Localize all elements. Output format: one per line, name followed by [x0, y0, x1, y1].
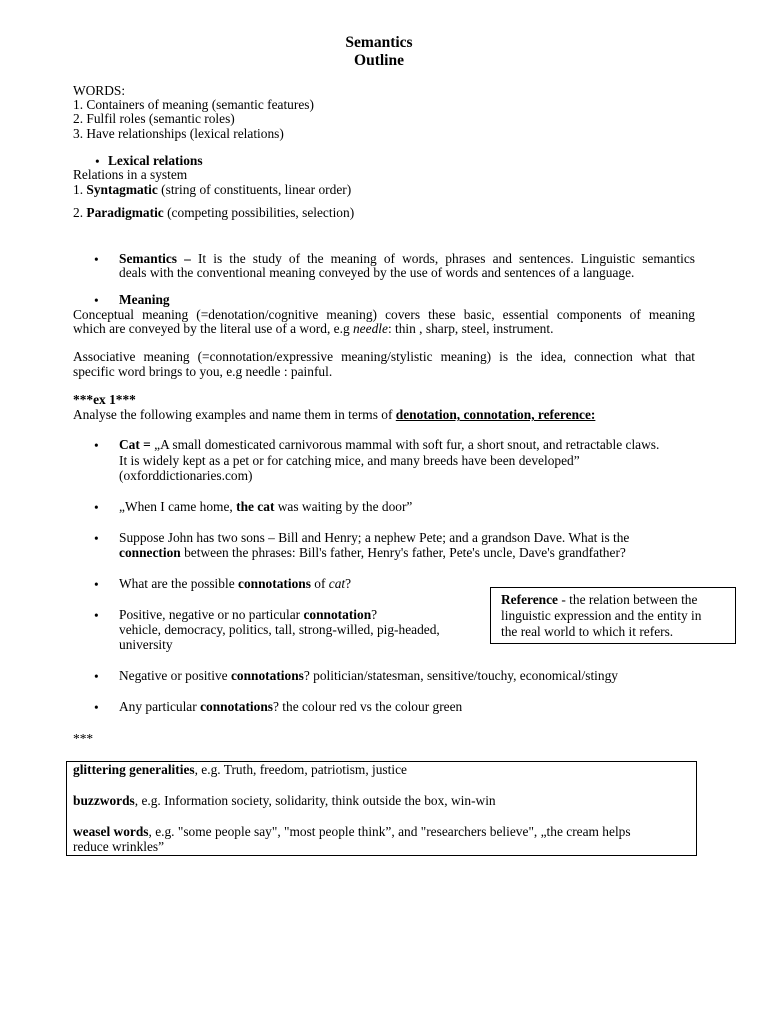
positive-bullet: •	[94, 608, 99, 623]
weasel-words-row	[73, 824, 683, 839]
syntagmatic-desc: (string of constituents, linear order)	[157, 182, 352, 197]
home-text-c: was waiting by the door”	[274, 499, 413, 514]
semantics-bullet: •	[94, 252, 99, 267]
lexical-bullet: •	[95, 154, 100, 169]
lexical-intro: Relations in a system	[73, 167, 188, 182]
possible-e: ?	[345, 576, 352, 591]
positive-words-line2: university	[119, 637, 173, 652]
reference-definition-box	[490, 587, 736, 644]
negative-a: Negative or positive	[119, 668, 231, 683]
particular-c: ? the colour red vs the colour green	[272, 699, 463, 714]
buzzwords-term: buzzwords	[73, 793, 135, 808]
document-title: Semantics	[345, 34, 413, 51]
cat-definition-source: (oxforddictionaries.com)	[119, 468, 253, 483]
glittering-term: glittering generalities	[73, 762, 195, 777]
particular-question	[119, 699, 695, 714]
home-bullet: •	[94, 500, 99, 515]
meaning-heading: Meaning	[119, 292, 170, 307]
reference-term: Reference	[501, 592, 558, 607]
cat-term: Cat =	[119, 437, 151, 452]
glittering-generalities-row	[73, 762, 683, 777]
john-connection-term: connection	[119, 545, 181, 560]
possible-bullet: •	[94, 577, 99, 592]
paradigmatic-desc: (competing possibilities, selection)	[163, 205, 355, 220]
syntagmatic-number: 1.	[73, 182, 87, 197]
associative-meaning-line2: specific word brings to you, e.g needle : painful.	[73, 364, 333, 379]
document-subtitle: Outline	[354, 52, 404, 69]
cat-bullet: •	[94, 438, 99, 453]
particular-bullet: •	[94, 700, 99, 715]
cat-definition-line2: It is widely kept as a pet or for catching mice, and many breeds have been developed”	[119, 453, 580, 468]
propaganda-terms-box	[66, 761, 697, 856]
paradigmatic-number: 2.	[73, 205, 87, 220]
semantics-term: Semantics –	[119, 251, 191, 266]
semantics-text1: It is the study of the meaning of words, phrases and sentences. Linguistic semantics	[190, 251, 695, 266]
conceptual-meaning-line1: Conceptual meaning (=denotation/cognitive meaning) covers these basic, essential components of meaning	[73, 307, 695, 322]
lexical-relations-heading: Lexical relations	[108, 153, 203, 168]
conceptual-example-word: needle	[352, 321, 388, 336]
words-item-2: 2. Fulfil roles (semantic roles)	[73, 111, 235, 126]
words-item-3: 3. Have relationships (lexical relations)	[73, 126, 284, 141]
positive-a: Positive, negative or no particular	[119, 607, 304, 622]
conceptual-text-b: : thin , sharp, steel, instrument.	[387, 321, 554, 336]
reference-line1-text: - the relation between the	[558, 592, 698, 607]
exercise-instruction	[73, 407, 595, 422]
syntagmatic-line	[73, 182, 351, 197]
possible-a: What are the possible	[119, 576, 238, 591]
john-line1: Suppose John has two sons – Bill and Henry; a nephew Pete; and a grandson Dave. What is the	[119, 530, 630, 545]
conceptual-text-a: which are conveyed by the literal use of a word, e.g	[73, 321, 353, 336]
words-heading: WORDS:	[73, 83, 126, 98]
exercise-heading: ***ex 1***	[73, 392, 136, 407]
home-the-cat: the cat	[236, 499, 275, 514]
possible-c: of	[310, 576, 329, 591]
exercise-instruction-text: Analyse the following examples and name them in terms of	[73, 407, 396, 422]
negative-c: ? politician/statesman, sensitive/touchy, economical/stingy	[303, 668, 618, 683]
positive-b: connotation	[303, 607, 372, 622]
weasel-words-row-2: reduce wrinkles”	[73, 839, 165, 854]
section-separator: ***	[73, 731, 94, 746]
meaning-bullet: •	[94, 293, 99, 308]
cat-line1: „A small domesticated carnivorous mammal with soft fur, a short snout, and retractable claws.	[150, 437, 660, 452]
syntagmatic-term: Syntagmatic	[86, 182, 158, 197]
buzzwords-row	[73, 793, 683, 808]
reference-line3: the real world to which it refers.	[501, 624, 674, 639]
glittering-text: , e.g. Truth, freedom, patriotism, justice	[194, 762, 407, 777]
john-line2-text: between the phrases: Bill's father, Henry's father, Pete's uncle, Dave's grandfather?	[180, 545, 626, 560]
reference-line2: linguistic expression and the entity in	[501, 608, 702, 623]
john-bullet: •	[94, 531, 99, 546]
possible-d: cat	[328, 576, 346, 591]
positive-words-line1: vehicle, democracy, politics, tall, strong-willed, pig-headed,	[119, 622, 440, 637]
reference-line1	[501, 592, 725, 608]
weasel-term: weasel words	[73, 824, 149, 839]
words-item-1: 1. Containers of meaning (semantic features)	[73, 97, 314, 112]
home-sentence	[119, 499, 695, 514]
positive-question	[119, 607, 479, 622]
buzzwords-text: , e.g. Information society, solidarity, think outside the box, win-win	[134, 793, 496, 808]
negative-bullet: •	[94, 669, 99, 684]
particular-b: connotations	[200, 699, 273, 714]
john-line2	[119, 545, 695, 560]
associative-meaning-line1: Associative meaning (=connotation/expressive meaning/stylistic meaning) is the idea, connection what that	[73, 349, 695, 364]
positive-c: ?	[371, 607, 378, 622]
possible-b: connotations	[238, 576, 311, 591]
negative-b: connotations	[230, 668, 304, 683]
paradigmatic-term: Paradigmatic	[86, 205, 164, 220]
home-text-a: „When I came home,	[119, 499, 237, 514]
paradigmatic-line	[73, 205, 354, 220]
cat-definition-line1	[119, 437, 695, 452]
particular-a: Any particular	[119, 699, 201, 714]
conceptual-meaning-line2	[73, 321, 553, 336]
semantics-definition-line2: deals with the conventional meaning conveyed by the use of words and sentences of a language.	[119, 265, 635, 280]
exercise-instruction-terms: denotation, connotation, reference:	[395, 407, 596, 422]
weasel-text1: , e.g. "some people say", "most people think”, and "researchers believe", „the cream helps	[148, 824, 631, 839]
semantics-definition-line1	[119, 251, 695, 266]
negative-question	[119, 668, 695, 683]
